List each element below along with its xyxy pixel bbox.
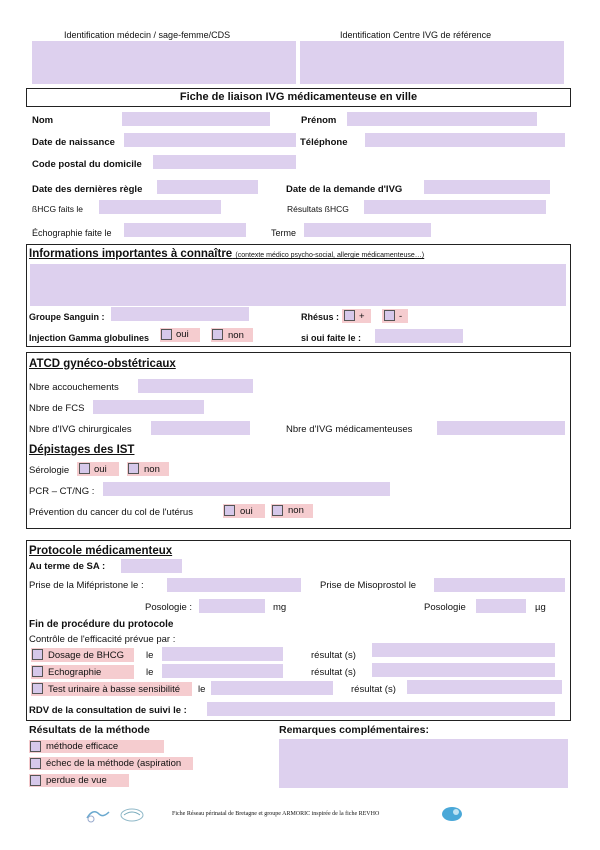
test-resultat-field[interactable] <box>407 680 562 694</box>
protocole-title: Protocole médicamenteux <box>29 545 173 557</box>
ug-unit: µg <box>535 602 546 613</box>
mg-unit: mg <box>273 602 287 613</box>
fin-title: Fin de procédure du protocole <box>29 619 174 630</box>
echographie-label: Échographie faite le <box>32 228 112 238</box>
page-title: Fiche de liaison IVG médicamenteuse en ville <box>179 91 418 103</box>
dosage-date-field[interactable] <box>162 647 283 661</box>
prevention-non-checkbox[interactable] <box>272 505 283 516</box>
resultats-bhcg-label: Résultats ßHCG <box>287 204 349 214</box>
gamma-oui-option[interactable]: oui <box>160 328 200 342</box>
dernieres-regles-field[interactable] <box>157 180 258 194</box>
terme-sa-label: Au terme de SA : <box>29 561 106 572</box>
dosage-checkbox[interactable] <box>32 649 43 660</box>
echec-option[interactable]: échec de la méthode (aspiration <box>29 757 193 770</box>
resultats-bhcg-field[interactable] <box>364 200 546 214</box>
revho-logo-icon <box>441 806 463 822</box>
echo-date-field[interactable] <box>162 664 283 678</box>
posologie-mif-field[interactable] <box>199 599 265 613</box>
bhcg-faits-label: ßHCG faits le <box>32 204 84 214</box>
ist-title: Dépistages des IST <box>29 444 135 456</box>
prevention-oui-option[interactable]: oui <box>223 504 265 518</box>
rhesus-plus-checkbox[interactable] <box>344 310 355 321</box>
serologie-non-option[interactable]: non <box>127 462 169 476</box>
posologie-miso-label: Posologie <box>424 602 466 613</box>
pcr-label: PCR – CT/NG : <box>29 486 95 497</box>
code-postal-label: Code postal du domicile <box>32 159 142 170</box>
echo-checkbox[interactable] <box>32 666 43 677</box>
footer-text: Fiche Réseau périnatal de Bretagne et groupe ARMORIC inspirée de la fiche REVHO <box>172 811 380 817</box>
pcr-field[interactable] <box>103 482 390 496</box>
misoprostol-field[interactable] <box>434 578 565 592</box>
code-postal-field[interactable] <box>153 155 296 169</box>
controle-label: Contrôle de l'efficacité prévue par : <box>29 634 176 645</box>
rdv-label: RDV de la consultation de suivi le : <box>29 705 187 716</box>
serologie-oui-checkbox[interactable] <box>79 463 90 474</box>
gamma-label: Injection Gamma globulines <box>29 333 150 343</box>
echo-resultat-label: résultat (s) <box>311 667 356 678</box>
misoprostol-label: Prise de Misoprostol le <box>320 580 417 591</box>
date-demande-label: Date de la demande d'IVG <box>286 184 403 195</box>
reseau-logo-icon <box>83 806 113 824</box>
id-centre-label: Identification Centre IVG de référence <box>340 30 492 40</box>
si-oui-field[interactable] <box>375 329 463 343</box>
ivg-med-field[interactable] <box>437 421 565 435</box>
terme-label: Terme <box>271 228 297 238</box>
prevention-oui-checkbox[interactable] <box>224 505 235 516</box>
posologie-miso-field[interactable] <box>476 599 526 613</box>
echo-resultat-field[interactable] <box>372 663 555 677</box>
serologie-non-checkbox[interactable] <box>128 463 139 474</box>
prenom-field[interactable] <box>347 112 537 126</box>
ivg-med-label: Nbre d'IVG médicamenteuses <box>286 424 413 435</box>
id-medecin-label: Identification médecin / sage-femme/CDS <box>64 30 231 40</box>
gamma-oui-checkbox[interactable] <box>161 329 172 340</box>
prevention-label: Prévention du cancer du col de l'utérus <box>29 507 193 518</box>
rhesus-label: Rhésus : <box>301 312 340 322</box>
dosage-resultat-label: résultat (s) <box>311 650 356 661</box>
accouchements-label: Nbre accouchements <box>29 382 119 393</box>
bhcg-faits-field[interactable] <box>99 200 221 214</box>
id-centre-field[interactable] <box>300 41 564 84</box>
remarques-field[interactable] <box>279 739 568 788</box>
test-resultat-label: résultat (s) <box>351 684 396 695</box>
dernieres-regles-label: Date des dernières règle <box>32 184 143 195</box>
si-oui-label: si oui faite le : <box>301 333 362 343</box>
ivg-chir-field[interactable] <box>151 421 250 435</box>
naissance-field[interactable] <box>124 133 296 147</box>
rhesus-minus-checkbox[interactable] <box>384 310 395 321</box>
infos-field[interactable] <box>30 264 566 306</box>
terme-field[interactable] <box>304 223 431 237</box>
remarques-title: Remarques complémentaires: <box>279 724 429 736</box>
armoric-logo-icon <box>118 806 146 824</box>
accouchements-field[interactable] <box>138 379 253 393</box>
rhesus-plus-option[interactable]: + <box>342 309 371 323</box>
posologie-mif-label: Posologie : <box>145 602 193 613</box>
rdv-field[interactable] <box>207 702 555 716</box>
serologie-oui-option[interactable]: oui <box>77 462 119 476</box>
ivg-chir-label: Nbre d'IVG chirurgicales <box>29 424 132 435</box>
fcs-label: Nbre de FCS <box>29 403 85 414</box>
prevention-non-option[interactable]: non <box>271 504 313 518</box>
rhesus-minus-option[interactable]: - <box>382 309 408 323</box>
prenom-label: Prénom <box>301 115 337 126</box>
nom-label: Nom <box>32 115 54 126</box>
echec-checkbox[interactable] <box>30 758 41 769</box>
dosage-resultat-field[interactable] <box>372 643 555 657</box>
atcd-title: ATCD gynéco-obstétricaux <box>29 358 176 370</box>
echographie-field[interactable] <box>124 223 246 237</box>
date-demande-field[interactable] <box>424 180 550 194</box>
echo-option[interactable]: Echographie <box>31 665 134 679</box>
fcs-field[interactable] <box>93 400 204 414</box>
perdue-option[interactable]: perdue de vue <box>29 774 129 787</box>
infos-title: Informations importantes à connaître (contexte médico psycho-social, allergie médicamenteuse…) <box>29 248 425 260</box>
efficace-option[interactable]: méthode efficace <box>29 740 164 753</box>
naissance-label: Date de naissance <box>32 137 115 148</box>
mifepristone-label: Prise de la Mifépristone le : <box>29 580 144 591</box>
telephone-field[interactable] <box>365 133 565 147</box>
gamma-non-option[interactable]: non <box>211 328 253 342</box>
perdue-checkbox[interactable] <box>30 775 41 786</box>
nom-field[interactable] <box>122 112 270 126</box>
gamma-non-checkbox[interactable] <box>212 329 223 340</box>
id-medecin-field[interactable] <box>32 41 296 84</box>
mifepristone-field[interactable] <box>167 578 301 592</box>
test-date-field[interactable] <box>211 681 333 695</box>
atcd-box <box>26 352 571 529</box>
terme-sa-field[interactable] <box>121 559 182 573</box>
groupe-label: Groupe Sanguin : <box>29 312 105 322</box>
test-checkbox[interactable] <box>32 683 43 694</box>
dosage-option[interactable]: Dosage de BHCG <box>31 648 134 662</box>
serologie-label: Sérologie <box>29 465 70 476</box>
dosage-le-label: le <box>146 650 154 661</box>
groupe-field[interactable] <box>111 307 249 321</box>
telephone-label: Téléphone <box>300 137 348 148</box>
test-le-label: le <box>198 684 206 695</box>
resultats-title: Résultats de la méthode <box>29 724 150 736</box>
test-option[interactable]: Test urinaire à basse sensibilité <box>31 682 192 696</box>
echo-le-label: le <box>146 667 154 678</box>
efficace-checkbox[interactable] <box>30 741 41 752</box>
